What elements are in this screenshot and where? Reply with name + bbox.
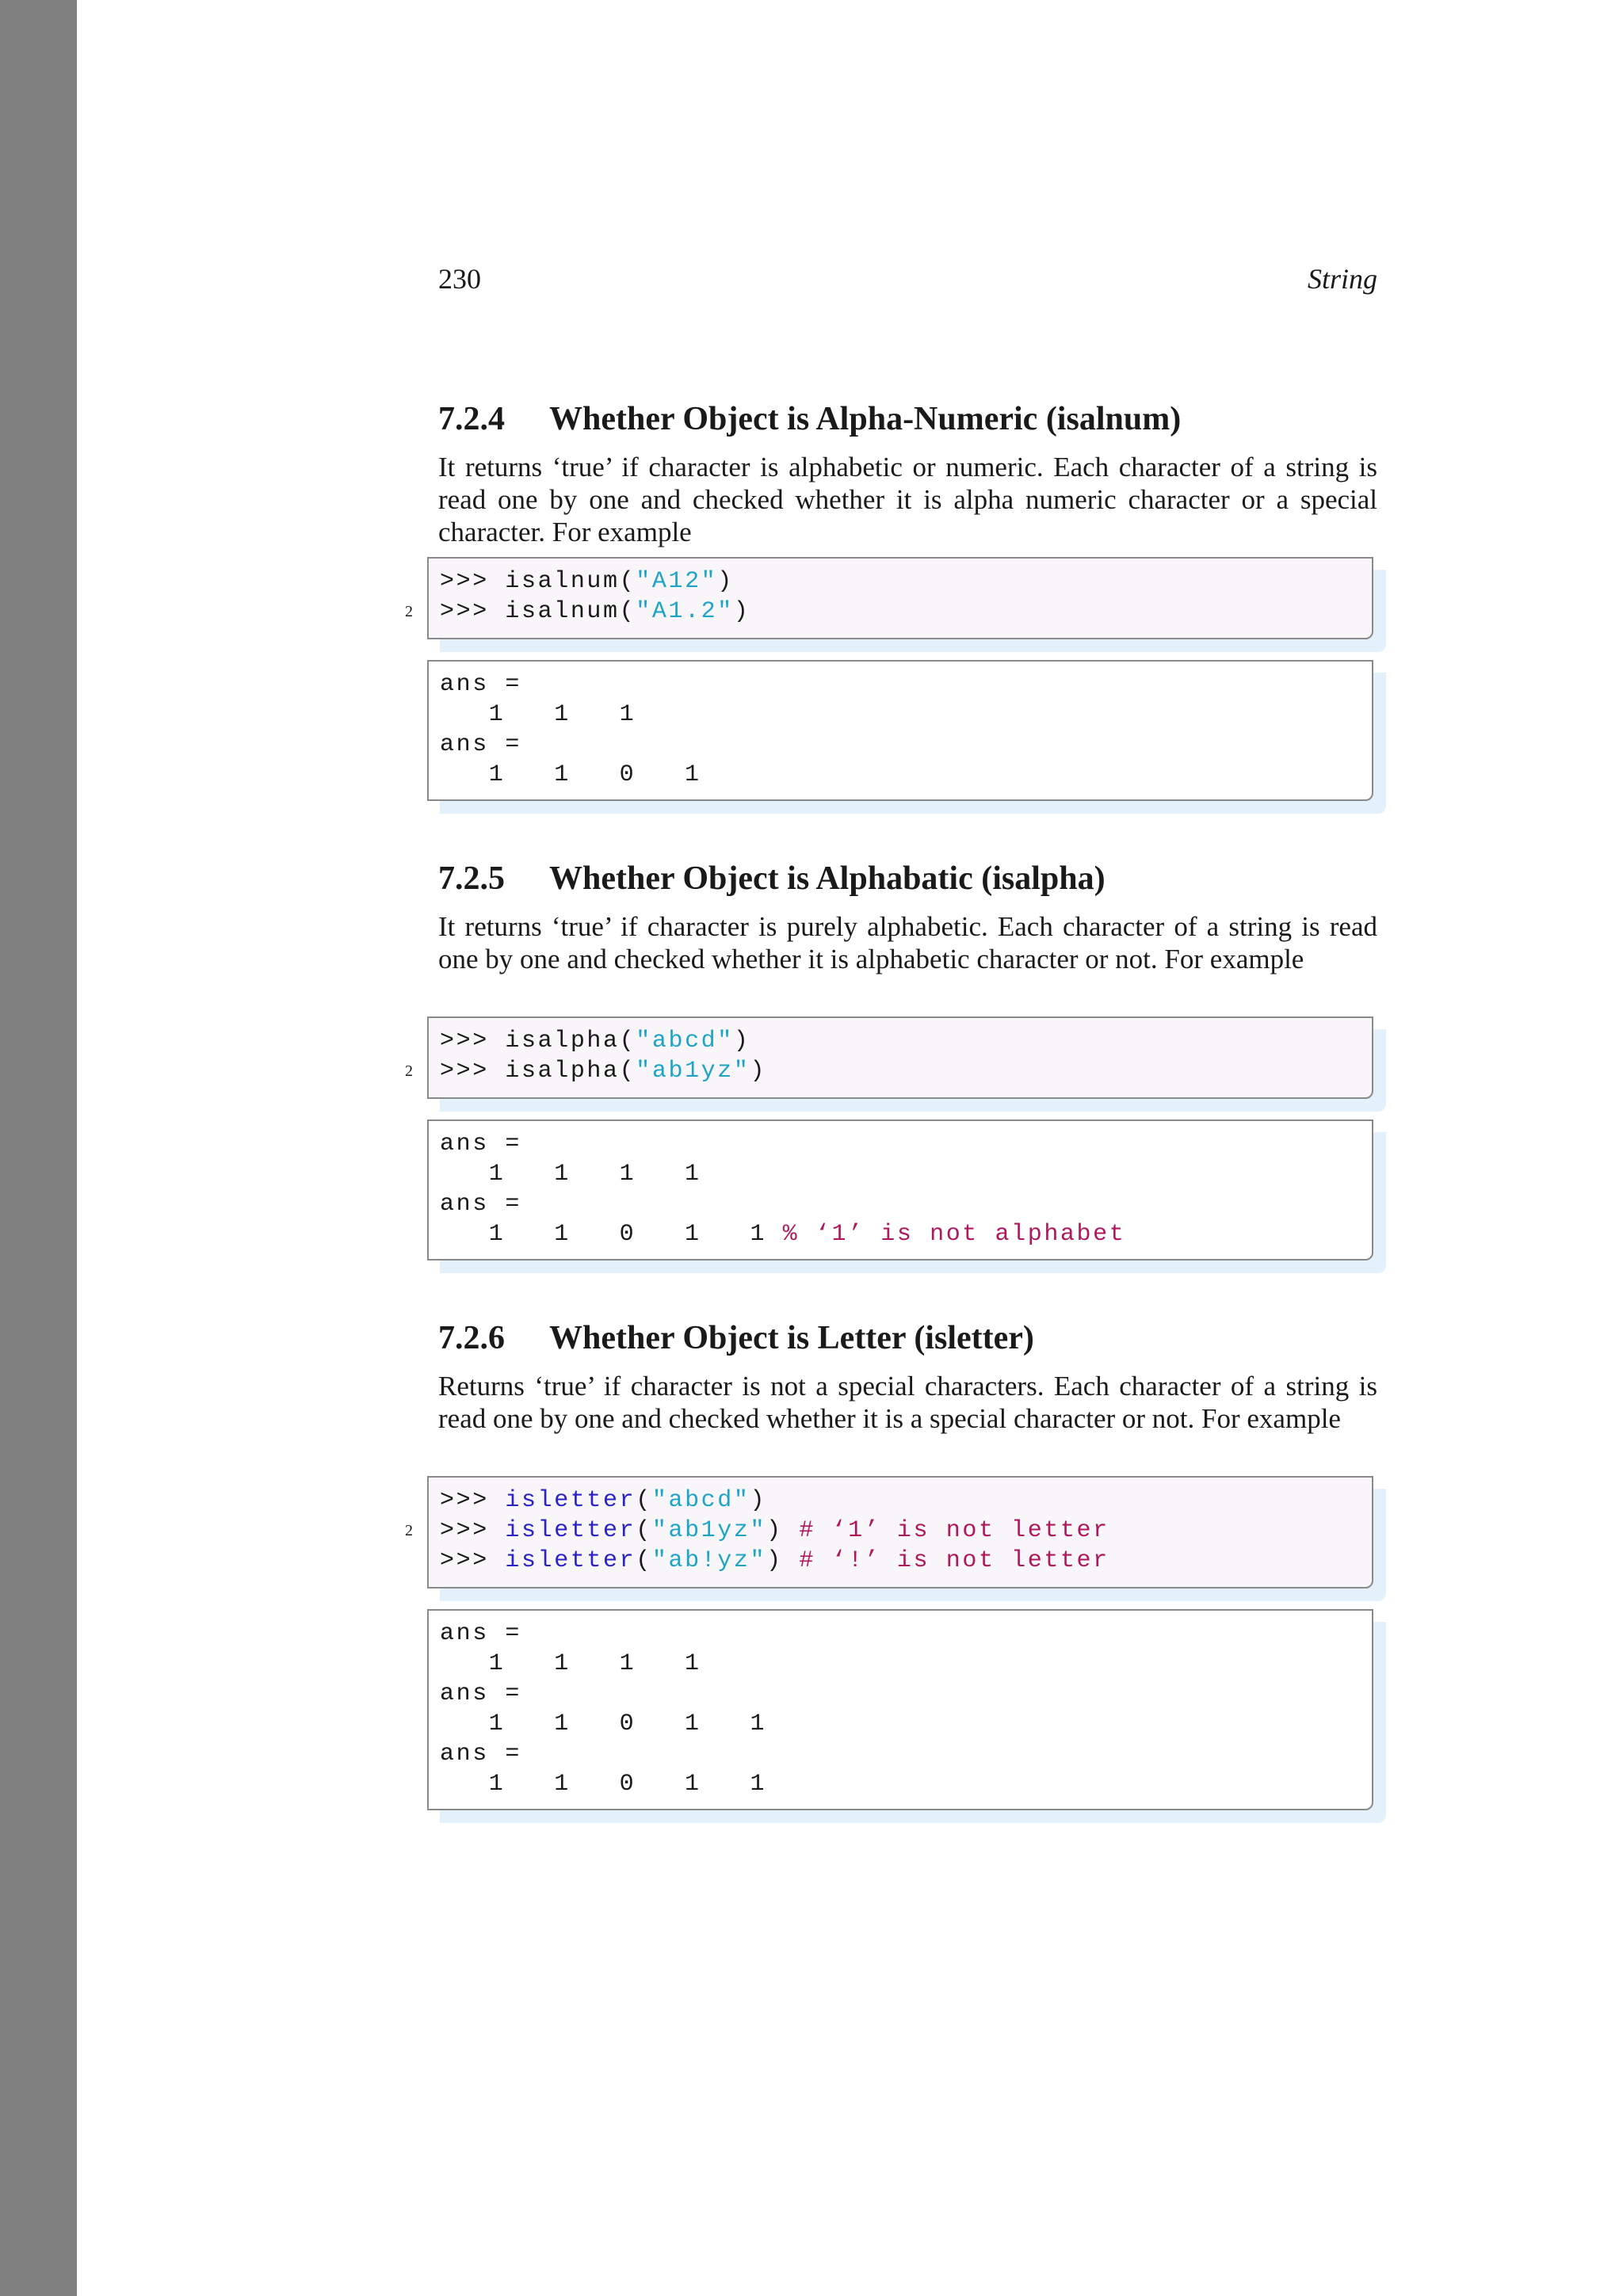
section-number: 7.2.5: [438, 860, 505, 897]
section-number: 7.2.6: [438, 1320, 505, 1356]
section-number: 7.2.4: [438, 401, 505, 437]
section-paragraph: It returns ‘true’ if character is alphabetic or numeric. Each character of a string is read one by one and checked whether it is alpha numeric character or a special character. For example: [438, 452, 1377, 547]
section-paragraph: Returns ‘true’ if character is not a special characters. Each character of a string is read one by one and checked whether it is a special character or not. For example: [438, 1371, 1377, 1434]
output-line: ans =: [440, 1191, 522, 1218]
code-line: 2 >>> isalpha("ab1yz"): [405, 1058, 767, 1085]
output-line: 1 1 0 1 1: [440, 1771, 767, 1798]
output-line: 1 1 1 1: [440, 1650, 701, 1677]
section-heading: [438, 858, 1377, 899]
section-isletter: [405, 1318, 1377, 1798]
line-number: 2: [405, 1062, 413, 1080]
output-line: ans =: [440, 671, 522, 698]
section-isalnum: [405, 399, 1377, 788]
section-title: Whether Object is Letter (isletter): [549, 1320, 1034, 1356]
code-input-box: [405, 557, 1373, 639]
code-output-box: [427, 1609, 1373, 1810]
line-number: 2: [405, 603, 413, 620]
code-output-box: [427, 660, 1373, 801]
output-line: ans =: [440, 1741, 522, 1768]
output-line: 1 1 0 1: [440, 761, 701, 788]
code-line: >>> isletter("ab!yz") # ‘!’ is not letter: [440, 1547, 1109, 1574]
output-line: 1 1 0 1 1 % ‘1’ is not alphabet: [440, 1221, 1126, 1248]
output-line: 1 1 1 1: [440, 1161, 701, 1188]
running-title: String: [1307, 263, 1377, 295]
output-line: 1 1 0 1 1: [440, 1711, 767, 1737]
section-isalpha: [405, 858, 1377, 1248]
code-comment: # ‘!’ is not letter: [799, 1547, 1109, 1574]
output-line: ans =: [440, 1680, 522, 1707]
section-paragraph: It returns ‘true’ if character is purely alphabetic. Each character of a string is read one by one and checked whether it is alphabetic character or not. For example: [438, 911, 1377, 974]
page-number: 230: [438, 263, 481, 295]
code-input-box: [405, 1476, 1373, 1589]
section-title: Whether Object is Alpha-Numeric (isalnum): [549, 401, 1182, 437]
output-comment: % ‘1’ is not alphabet: [782, 1221, 1126, 1248]
code-line: 2 >>> isletter("ab1yz") # ‘1’ is not letter: [405, 1517, 1109, 1544]
line-number: 2: [405, 1522, 413, 1539]
section-heading: [438, 1318, 1377, 1359]
output-line: ans =: [440, 1131, 522, 1158]
code-line: 2 >>> isalnum("A1.2"): [405, 598, 750, 625]
section-title: Whether Object is Alphabatic (isalpha): [549, 860, 1106, 897]
code-output-box: [427, 1119, 1373, 1261]
output-line: ans =: [440, 731, 522, 758]
section-heading: [438, 399, 1377, 440]
code-comment: # ‘1’ is not letter: [799, 1517, 1109, 1544]
code-input-box: [405, 1016, 1373, 1099]
code-line: >>> isletter("abcd"): [440, 1487, 767, 1514]
output-line: 1 1 1: [440, 701, 636, 728]
output-line: ans =: [440, 1620, 522, 1647]
code-line: >>> isalpha("abcd"): [440, 1028, 750, 1055]
code-line: >>> isalnum("A12"): [440, 568, 734, 595]
page-gutter: [0, 0, 77, 2296]
